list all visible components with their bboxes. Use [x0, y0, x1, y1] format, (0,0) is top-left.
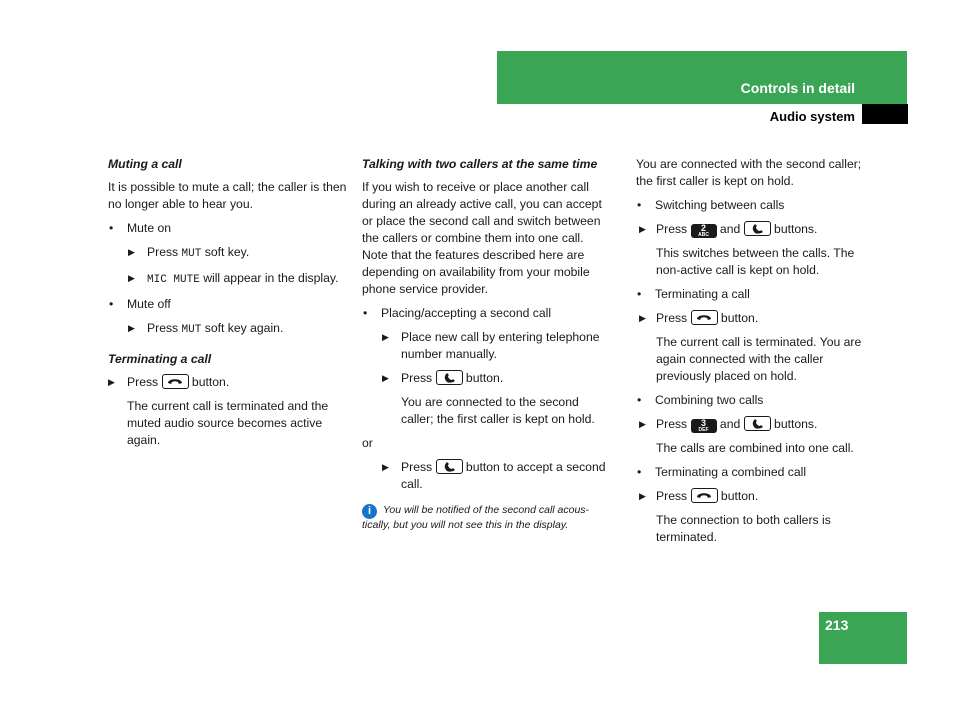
- step-press-mut: ▶ Press MUT soft key.: [128, 245, 250, 260]
- terminate-result: The current call is terminated. You are again connected with the caller previously placed on hold.: [656, 335, 862, 383]
- softkey-label: MUT: [181, 324, 202, 336]
- display-text: MIC MUTE: [147, 274, 200, 286]
- two-callers-intro: If you wish to receive or place another call during an already active call, you can accept or place the second call and switch between the callers or combine them into one call. Note that the features described here are depending on availability from your mobile phone service provider.: [362, 180, 602, 296]
- or-text: or: [362, 436, 373, 450]
- step-enter-number: ▶ Place new call by entering telephone number manually.: [382, 330, 600, 361]
- step-arrow-icon: ▶: [128, 247, 135, 257]
- phone-send-icon: [436, 459, 463, 474]
- info-icon: i: [362, 504, 377, 519]
- bullet-placing-second-call: • Placing/accepting a second call: [362, 305, 606, 322]
- heading-two-callers: Talking with two callers at the same time: [362, 157, 598, 171]
- step-arrow-icon: ▶: [128, 273, 135, 283]
- bullet-mute-off: • Mute off: [108, 296, 348, 313]
- step-press-end: ▶ Press button.: [108, 375, 230, 389]
- heading-terminating: Terminating a call: [108, 352, 212, 366]
- step-switch: ▶ Press 2 ABC and buttons.: [639, 222, 818, 238]
- step-arrow-icon: ▶: [382, 332, 389, 342]
- step-press-send: ▶ Press button.: [382, 371, 504, 385]
- step-press-mut-again: ▶ Press MUT soft key again.: [128, 321, 284, 336]
- bullet-terminating: • Terminating a call: [636, 286, 862, 303]
- key-2-icon: 2 ABC: [691, 224, 717, 238]
- softkey-label: MUT: [181, 248, 202, 260]
- heading-muting: Muting a call: [108, 157, 182, 171]
- step-arrow-icon: ▶: [128, 323, 135, 333]
- phone-end-icon: [691, 488, 718, 503]
- step-terminate-combined: ▶ Press button.: [639, 489, 759, 503]
- muting-intro: It is possible to mute a call; the caller is then no longer able to hear you.: [108, 180, 347, 211]
- step-terminate: ▶ Press button.: [639, 311, 759, 325]
- bullet-combining: • Combining two calls: [636, 392, 862, 409]
- column-2: [362, 156, 606, 533]
- phone-send-icon: [744, 221, 771, 236]
- terminate-combined-result: The connection to both callers is terminated.: [656, 513, 831, 544]
- combine-result: The calls are combined into one call.: [656, 441, 854, 455]
- bullet-switching: • Switching between calls: [636, 197, 862, 214]
- bullet-mute-on: • Mute on: [108, 220, 348, 237]
- phone-end-icon: [691, 310, 718, 325]
- section-title: Controls in detail: [740, 80, 855, 96]
- column-3: [636, 156, 862, 553]
- send-result: You are connected to the second caller; the first caller is kept on hold.: [401, 395, 595, 426]
- step-arrow-icon: ▶: [639, 313, 646, 323]
- step-accept-second: ▶ Press button to accept a second call.: [382, 460, 606, 491]
- header-tab: [862, 104, 908, 124]
- connected-text: You are connected with the second caller; the first caller is kept on hold.: [636, 157, 862, 188]
- step-arrow-icon: ▶: [382, 462, 389, 472]
- step-arrow-icon: ▶: [639, 224, 646, 234]
- step-arrow-icon: ▶: [639, 491, 646, 501]
- step-arrow-icon: ▶: [108, 377, 115, 387]
- column-1: [108, 156, 348, 456]
- page-number-box: [819, 612, 907, 664]
- phone-send-icon: [436, 370, 463, 385]
- page-number: 213: [825, 617, 849, 633]
- info-note: i You will be notified of the second call acous-tically, but you will not see this in the display.: [362, 504, 590, 531]
- step-arrow-icon: ▶: [639, 419, 646, 429]
- phone-send-icon: [744, 416, 771, 431]
- subsection-title: Audio system: [769, 109, 855, 124]
- bullet-terminating-combined: • Terminating a combined call: [636, 464, 862, 481]
- step-mic-mute: ▶ MIC MUTE will appear in the display.: [128, 271, 339, 286]
- phone-end-icon: [162, 374, 189, 389]
- switch-result: This switches between the calls. The non-active call is kept on hold.: [656, 246, 855, 277]
- step-combine: ▶ Press 3 DEF and buttons.: [639, 417, 818, 433]
- terminate-result: The current call is terminated and the muted audio source becomes active again.: [127, 399, 329, 447]
- step-arrow-icon: ▶: [382, 373, 389, 383]
- key-3-icon: 3 DEF: [691, 419, 717, 433]
